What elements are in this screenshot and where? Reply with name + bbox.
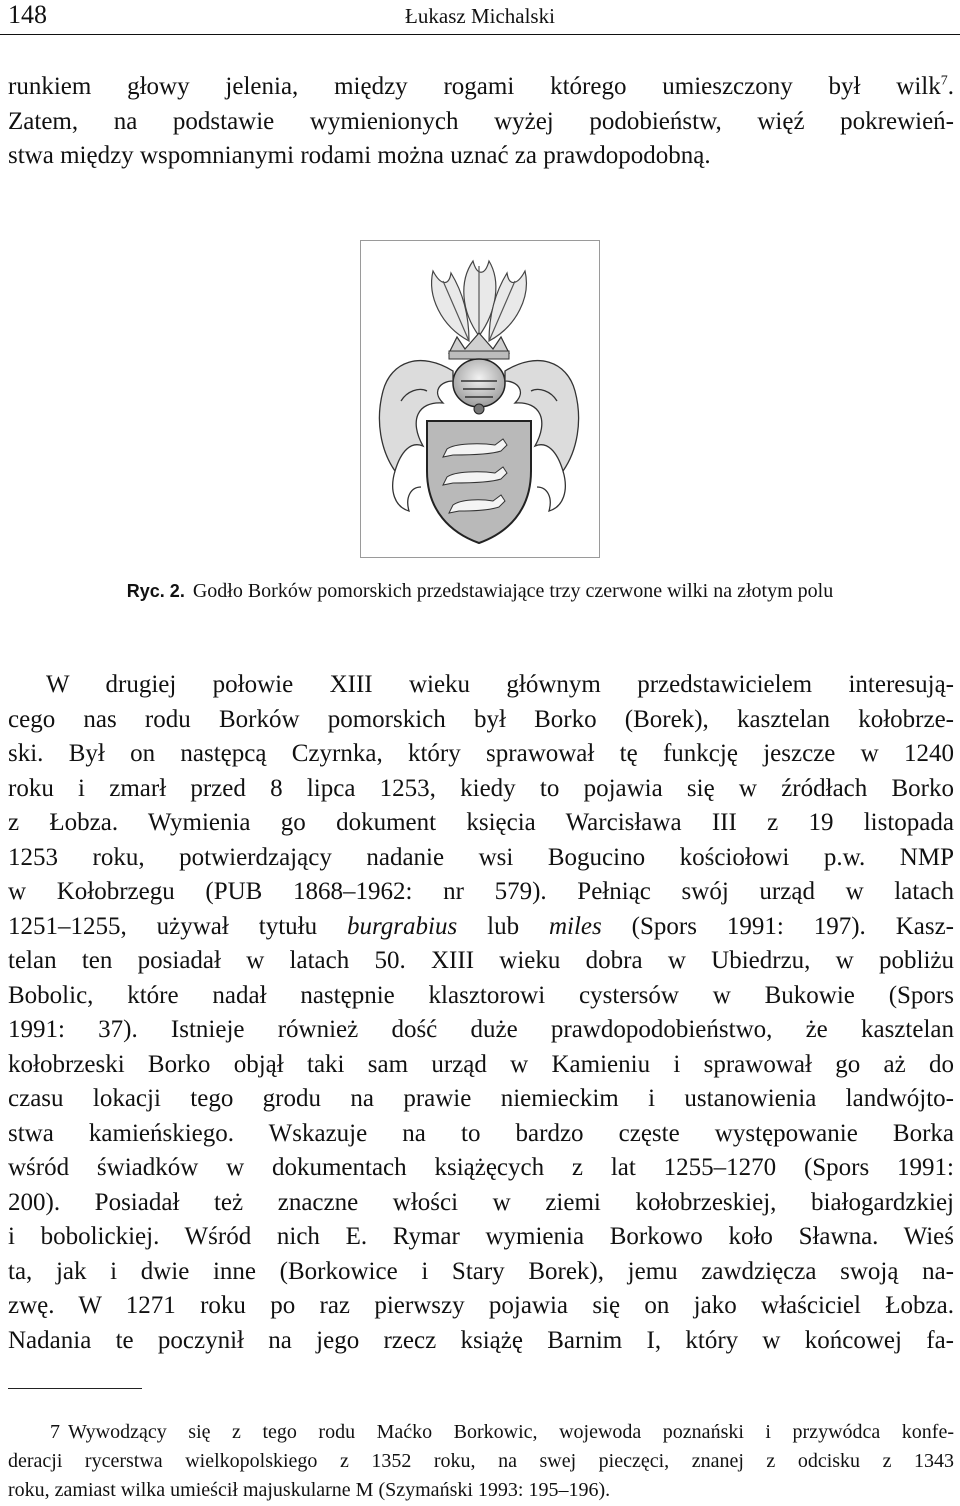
text-line: 200). Posiadał też znaczne włości w ziemi kołobrzeskiej, białogardzkiej (8, 1188, 954, 1216)
text-line: ski. Był on następcą Czyrnka, który sprawował tę funkcję jeszcze w 1240 (8, 740, 954, 767)
crown (449, 333, 509, 359)
intro-paragraph (8, 70, 954, 174)
text-line: cego nas rodu Borków pomorskich był Borko (Borek), kasztelan kołobrze- (8, 705, 954, 733)
text-line: telan ten posiadał w latach 50. XIII wieku dobra w Ubiedrzu, w pobliżu (8, 947, 954, 974)
figure-label: Ryc. 2. (126, 581, 185, 601)
text-line: z Łobza. Wymienia go dokument księcia Warcisława III z 19 listopada (8, 809, 954, 836)
latin-term: burgrabius (347, 912, 458, 940)
text-line: wśród świadków w dokumentach książęcych z lat 1255–1270 (Spors 1991: (8, 1154, 954, 1181)
text-line: kołobrzeski Borko objął taki sam urząd w Kamieniu i sprawował go aż do (8, 1050, 954, 1078)
text-line: i bobolickiej. Wśród nich E. Rymar wymienia Borkowo koło Sławna. Wieś (8, 1223, 954, 1250)
footnote-number-inline: 7 (50, 1421, 60, 1443)
text-line: w Kołobrzegu (PUB 1868–1962: nr 579). Pełniąc swój urząd w latach (8, 878, 954, 905)
text-line: stwa kamieńskiego. Wskazuje na to bardzo częste występowanie Borka (8, 1119, 954, 1147)
page-number: 148 (8, 0, 47, 29)
shield (427, 421, 531, 543)
text-line: 1253 roku, potwierdzający nadanie wsi Bogucino kościołowi p.w. NMP (8, 843, 954, 871)
coat-of-arms-figure (360, 240, 600, 558)
text-line: 1991: 37). Istnieje również dość duże prawdopodobieństwo, że kasztelan (8, 1016, 954, 1043)
footnote-separator (8, 1388, 142, 1389)
footnote-line: roku, zamiast wilka umieścił majuskularne M (Szymański 1993: 195–196). (8, 1479, 611, 1501)
running-head-author: Łukasz Michalski (405, 4, 555, 28)
text-line: czasu lokacji tego grodu na prawie niemieckim i ustanowienia landwójto- (8, 1085, 954, 1112)
text-line: stwa między wspomnianymi rodami można uznać za prawdopodobną. (8, 142, 711, 169)
latin-term: miles (548, 912, 602, 940)
footnote (8, 1418, 954, 1505)
text-line: Bobolic, które nadał następnie klasztorowi cystersów w Bukowie (Spors (8, 981, 954, 1009)
text-line: W drugiej połowie XIII wieku głównym przedstawicielem interesują- (46, 671, 954, 698)
text-line: 1251–1255, używał tytułu burgrabius lub miles (Spors 1991: 197). Kasz- (8, 912, 954, 940)
feathers-crest (432, 261, 527, 341)
text-line: Nadania te poczynił na jego rzecz książę Barnim I, który w końcowej fa- (8, 1326, 954, 1354)
text-line: Zatem, na podstawie wymienionych wyżej podobieństw, więź pokrewień- (8, 107, 954, 135)
caption-text: Godło Borków pomorskich przedstawiające trzy czerwone wilki na złotym polu (192, 580, 834, 602)
text-line: roku i zmarł przed 8 lipca 1253, kiedy to pojawia się w źródłach Borko (8, 774, 954, 802)
main-paragraph (8, 668, 954, 1358)
text-line: runkiem głowy jelenia, między rogami którego umieszczony był wilk$^7$. (8, 73, 954, 100)
text-line: ta, jak i dwie inne (Borkowice i Stary Borek), jemu zawdzięcza swoją na- (8, 1257, 954, 1285)
text-line: zwę. W 1271 roku po raz pierwszy pojawia się on jako właściciel Łobza. (8, 1292, 954, 1319)
figure-caption (0, 578, 960, 604)
running-header (0, 0, 960, 34)
footnote-line: deracji rycerstwa wielkopolskiego z 1352 roku, na swej pieczęci, znanej z odcisku z 1343 (8, 1450, 954, 1472)
borek-coat-of-arms-image (361, 241, 599, 557)
footnote-line: 7 Wywodzący się z tego rodu Maćko Borkowic, wojewoda poznański i przywódca konfe- (50, 1421, 954, 1443)
helmet (453, 359, 505, 414)
footnote-ref[interactable]: 7 (940, 73, 948, 89)
header-rule (0, 34, 960, 35)
